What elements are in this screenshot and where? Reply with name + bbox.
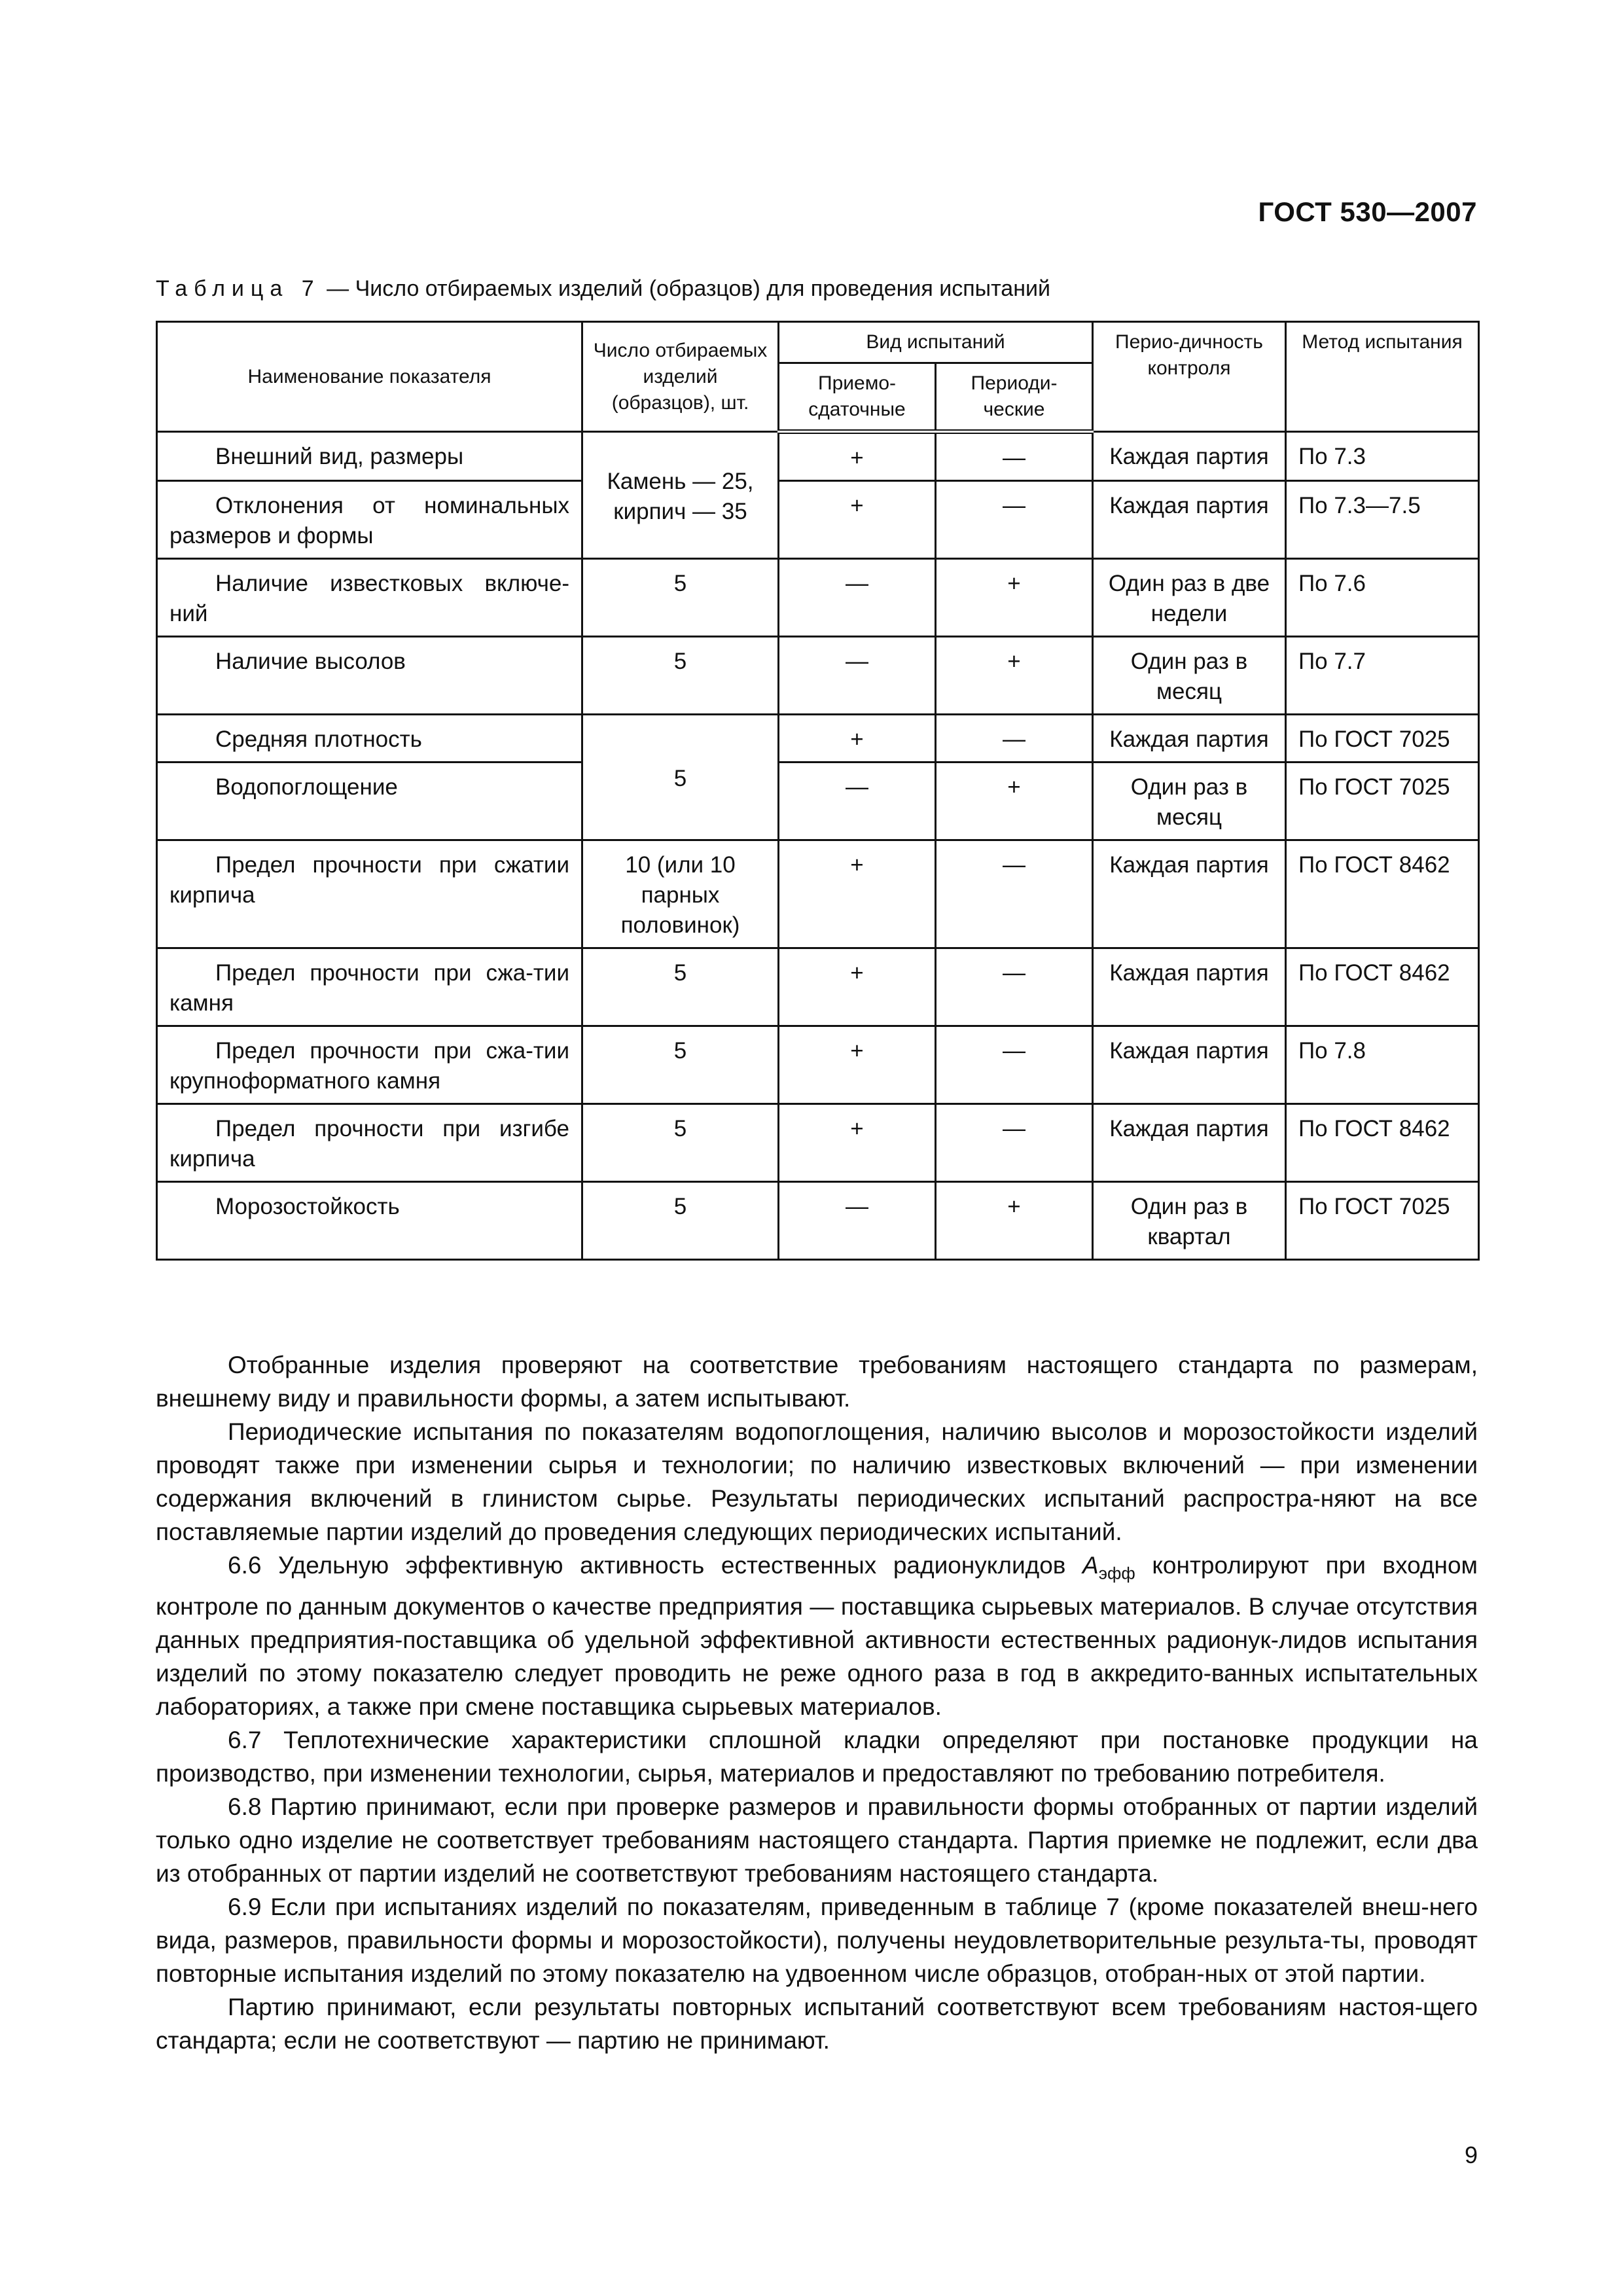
row-name: Водопоглощение [157,762,582,840]
table-row [157,432,1479,481]
header-method: Метод испытания [1286,322,1479,432]
row-name: Морозостойкость [157,1182,582,1260]
row-acceptance: — [779,559,936,637]
table-row [157,948,1479,1026]
row-name: Предел прочности при сжа-тии крупноформатного камня [157,1026,582,1104]
header-acceptance: Приемо-сдаточные [779,363,936,432]
row-name: Предел прочности при сжатии кирпича [157,840,582,948]
row-name: Отклонения от номинальных размеров и формы [157,481,582,559]
header-test-type: Вид испытаний [779,322,1093,363]
row-frequency: Каждая партия [1093,715,1286,762]
body-text [156,1348,1478,2057]
row-periodic: — [936,948,1093,1026]
row-method: По 7.6 [1286,559,1479,637]
row-method: По ГОСТ 8462 [1286,1104,1479,1182]
row-method: По 7.3—7.5 [1286,481,1479,559]
row-acceptance: + [779,840,936,948]
paragraph: 6.6 Удельную эффективную активность естественных радионуклидов $A_{эфф}$ контролируют при входном контроле по данным документов о качестве предприятия — поставщика сырьевых материалов. В случае отсутствия данных предприятия-поставщика об удельной эффективной активности естественных радионук-лидов испытания изделий по этому показателю следует проводить не реже одного раза в год в аккредито-ванных испытательных лабораториях, а также при смене поставщика сырьевых материалов. [156,1552,1478,1721]
row-method: По ГОСТ 8462 [1286,948,1479,1026]
row-count: 5 [582,1182,779,1260]
row-periodic: — [936,1026,1093,1104]
row-method: По ГОСТ 7025 [1286,1182,1479,1260]
row-frequency: Один раз в месяц [1093,762,1286,840]
row-name: Наличие известковых включе-ний [157,559,582,637]
activity-subscript: эфф [1098,1563,1135,1583]
paragraph: 6.9 Если при испытаниях изделий по показателям, приведенным в таблице 7 (кроме показателей внеш-него вида, размеров, правильности формы и морозостойкости), получены неудовлетворительные результа-ты, проводят повторные испытания изделий по этому показателю на удвоенном числе образцов, отобран-ных от этой партии. [156,1893,1478,1988]
row-method: По ГОСТ 7025 [1286,715,1479,762]
table-row [157,762,1479,840]
table-row [157,481,1479,559]
row-frequency: Один раз в квартал [1093,1182,1286,1260]
row-frequency: Каждая партия [1093,1104,1286,1182]
row-count-merged: Камень — 25, кирпич — 35 [582,432,779,559]
row-periodic: + [936,762,1093,840]
table-row [157,1104,1479,1182]
row-count: 5 [582,559,779,637]
document-header-title: ГОСТ 530—2007 [1258,196,1477,227]
row-name: Предел прочности при сжа-тии камня [157,948,582,1026]
table-row [157,559,1479,637]
row-frequency: Каждая партия [1093,432,1286,481]
row-method: По ГОСТ 8462 [1286,840,1479,948]
row-count: 5 [582,1026,779,1104]
sampling-table [156,321,1480,1261]
row-acceptance: — [779,1182,936,1260]
header-name: Наименование показателя [157,322,582,432]
row-method: По 7.3 [1286,432,1479,481]
table-row [157,840,1479,948]
row-count: 5 [582,948,779,1026]
row-periodic: — [936,715,1093,762]
paragraph: 6.8 Партию принимают, если при проверке размеров и правильности формы отобранных от партии изделий только одно изделие не соответствует требованиям настоящего стандарта. Партия приемке не подлежит, если два из отобранных от партии изделий не соответствуют требованиям настоящего стандарта. [156,1793,1478,1888]
row-name: Средняя плотность [157,715,582,762]
row-count: 5 [582,637,779,715]
row-frequency: Один раз в месяц [1093,637,1286,715]
row-frequency: Каждая партия [1093,948,1286,1026]
row-count-merged: 5 [582,715,779,840]
header-count: Число отбираемых изделий (образцов), шт. [582,322,779,432]
table-row [157,637,1479,715]
paragraph: Периодические испытания по показателям водопоглощения, наличию высолов и морозостойкости изделий проводят также при изменении сырья и технологии; по наличию известковых включений — при изменении содержания включений в глинистом сырье. Результаты периодических испытаний распростра-няют на все поставляемые партии изделий до проведения следующих периодических испытаний. [156,1418,1478,1545]
row-periodic: — [936,481,1093,559]
header-frequency: Перио-дичность контроля [1093,322,1286,432]
activity-symbol: A [1082,1552,1099,1579]
row-count: 5 [582,1104,779,1182]
table-caption [156,276,1050,302]
row-acceptance: + [779,481,936,559]
row-frequency: Каждая партия [1093,840,1286,948]
paragraph: Партию принимают, если результаты повторных испытаний соответствуют всем требованиям настоя-щего стандарта; если не соответствуют — партию не принимают. [156,1994,1478,2054]
row-method: По ГОСТ 7025 [1286,762,1479,840]
page-number: 9 [1464,2142,1478,2168]
row-periodic: — [936,1104,1093,1182]
row-acceptance: + [779,715,936,762]
row-acceptance: + [779,948,936,1026]
paragraph: Отобранные изделия проверяют на соответствие требованиям настоящего стандарта по размерам, внешнему виду и правильности формы, а затем испытывают. [156,1352,1478,1412]
row-periodic: + [936,559,1093,637]
table-row [157,1026,1479,1104]
paragraph: 6.7 Теплотехнические характеристики сплошной кладки определяют при постановке продукции на производство, при изменении технологии, сырья, материалов и предоставляют по требованию потребителя. [156,1727,1478,1787]
row-periodic: — [936,840,1093,948]
row-acceptance: + [779,1026,936,1104]
row-name: Наличие высолов [157,637,582,715]
row-method: По 7.7 [1286,637,1479,715]
table-row [157,715,1479,762]
row-acceptance: — [779,637,936,715]
row-frequency: Каждая партия [1093,1026,1286,1104]
row-frequency: Один раз в две недели [1093,559,1286,637]
row-periodic: + [936,1182,1093,1260]
row-periodic: — [936,432,1093,481]
row-acceptance: + [779,1104,936,1182]
row-acceptance: + [779,432,936,481]
header-periodic: Периоди-ческие [936,363,1093,432]
table-caption-text: — Число отбираемых изделий (образцов) для проведения испытаний [320,276,1050,301]
row-method: По 7.8 [1286,1026,1479,1104]
row-frequency: Каждая партия [1093,481,1286,559]
row-periodic: + [936,637,1093,715]
table-row [157,1182,1479,1260]
row-count: 10 (или 10 парных половинок) [582,840,779,948]
row-name: Предел прочности при изгибе кирпича [157,1104,582,1182]
row-acceptance: — [779,762,936,840]
table-caption-prefix: Таблица 7 [156,276,321,301]
row-name: Внешний вид, размеры [157,432,582,481]
